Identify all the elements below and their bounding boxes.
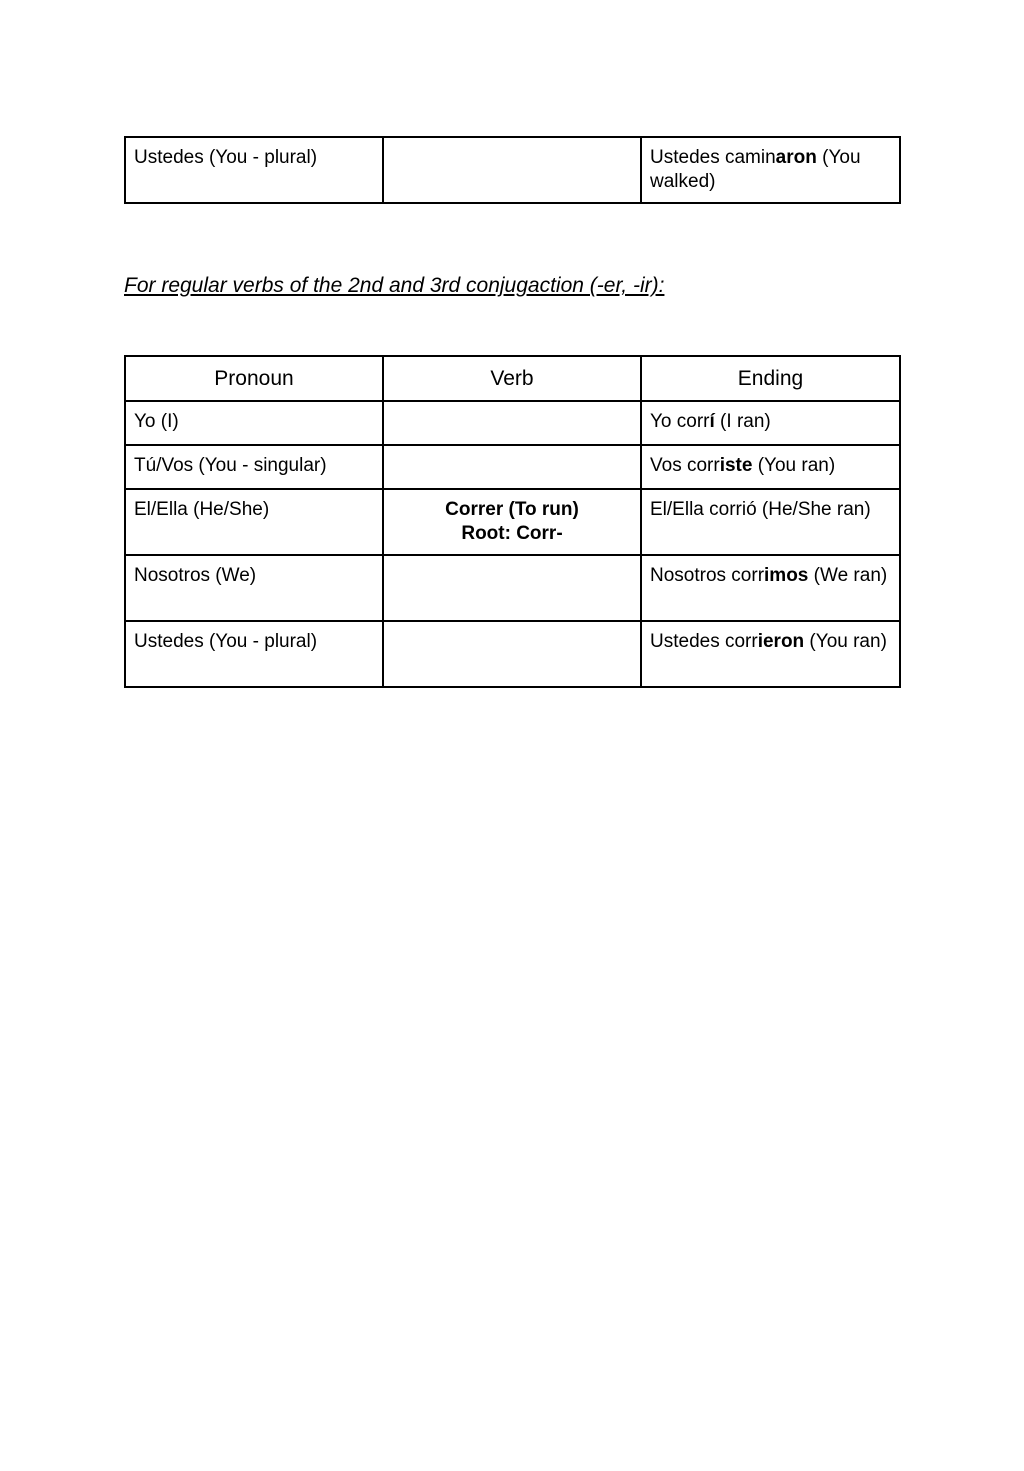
ending-bold: í xyxy=(709,411,715,432)
ending-suffix: (You walked) xyxy=(650,147,861,192)
ending-prefix: Ustedes corr xyxy=(650,631,758,652)
ending-suffix: (I ran) xyxy=(714,411,771,432)
table-row xyxy=(125,445,900,489)
ending-suffix: (You ran) xyxy=(804,631,887,652)
pronoun-text: Ustedes (You - plural) xyxy=(134,147,318,168)
table-header-row xyxy=(125,356,900,401)
verb-cell xyxy=(383,137,641,203)
ending-prefix: El/Ella corrió (He/She ran) xyxy=(650,499,871,520)
pronoun-text: Yo (I) xyxy=(134,411,179,432)
table-row xyxy=(125,621,900,687)
header-ending: Ending xyxy=(641,356,900,401)
pronoun-cell xyxy=(125,445,383,489)
verb-cell-empty xyxy=(383,401,641,445)
ending-bold: ieron xyxy=(757,631,805,652)
preterite-er-ir-table xyxy=(124,355,901,688)
table-row xyxy=(125,137,900,203)
table-row xyxy=(125,489,900,555)
ending-suffix: (You ran) xyxy=(752,455,836,476)
ending-bold: aron xyxy=(775,147,817,168)
pronoun-text: Ustedes (You - plural) xyxy=(134,631,318,652)
pronoun-cell xyxy=(125,401,383,445)
table-row xyxy=(125,555,900,621)
ending-prefix: Nosotros corr xyxy=(650,565,765,586)
verb-cell-empty xyxy=(383,445,641,489)
ending-prefix: Ustedes camin xyxy=(650,147,776,168)
pronoun-cell xyxy=(125,137,383,203)
table-row xyxy=(125,401,900,445)
header-verb: Verb xyxy=(383,356,641,401)
ending-prefix: Vos corr xyxy=(650,455,720,476)
pronoun-text: Nosotros (We) xyxy=(134,565,257,586)
verb-cell-empty xyxy=(383,555,641,621)
preterite-ar-table-continuation xyxy=(124,136,901,204)
ending-cell xyxy=(641,401,900,445)
ending-cell xyxy=(641,621,900,687)
section-heading: For regular verbs of the 2nd and 3rd conjugaction (-er, -ir): xyxy=(124,274,665,297)
pronoun-cell xyxy=(125,621,383,687)
verb-infinitive: Correr (To run) xyxy=(445,499,579,520)
pronoun-text: Tú/Vos (You - singular) xyxy=(134,455,327,476)
ending-cell xyxy=(641,137,900,203)
pronoun-cell xyxy=(125,489,383,555)
verb-root: Root: Corr- xyxy=(461,523,563,544)
ending-bold: iste xyxy=(719,455,753,476)
ending-bold: imos xyxy=(764,565,809,586)
header-pronoun: Pronoun xyxy=(125,356,383,401)
pronoun-text: El/Ella (He/She) xyxy=(134,499,270,520)
verb-cell xyxy=(383,489,641,555)
ending-cell xyxy=(641,489,900,555)
pronoun-cell xyxy=(125,555,383,621)
verb-cell-empty xyxy=(383,621,641,687)
ending-cell xyxy=(641,445,900,489)
ending-suffix: (We ran) xyxy=(808,565,888,586)
ending-prefix: Yo corr xyxy=(650,411,710,432)
ending-cell xyxy=(641,555,900,621)
